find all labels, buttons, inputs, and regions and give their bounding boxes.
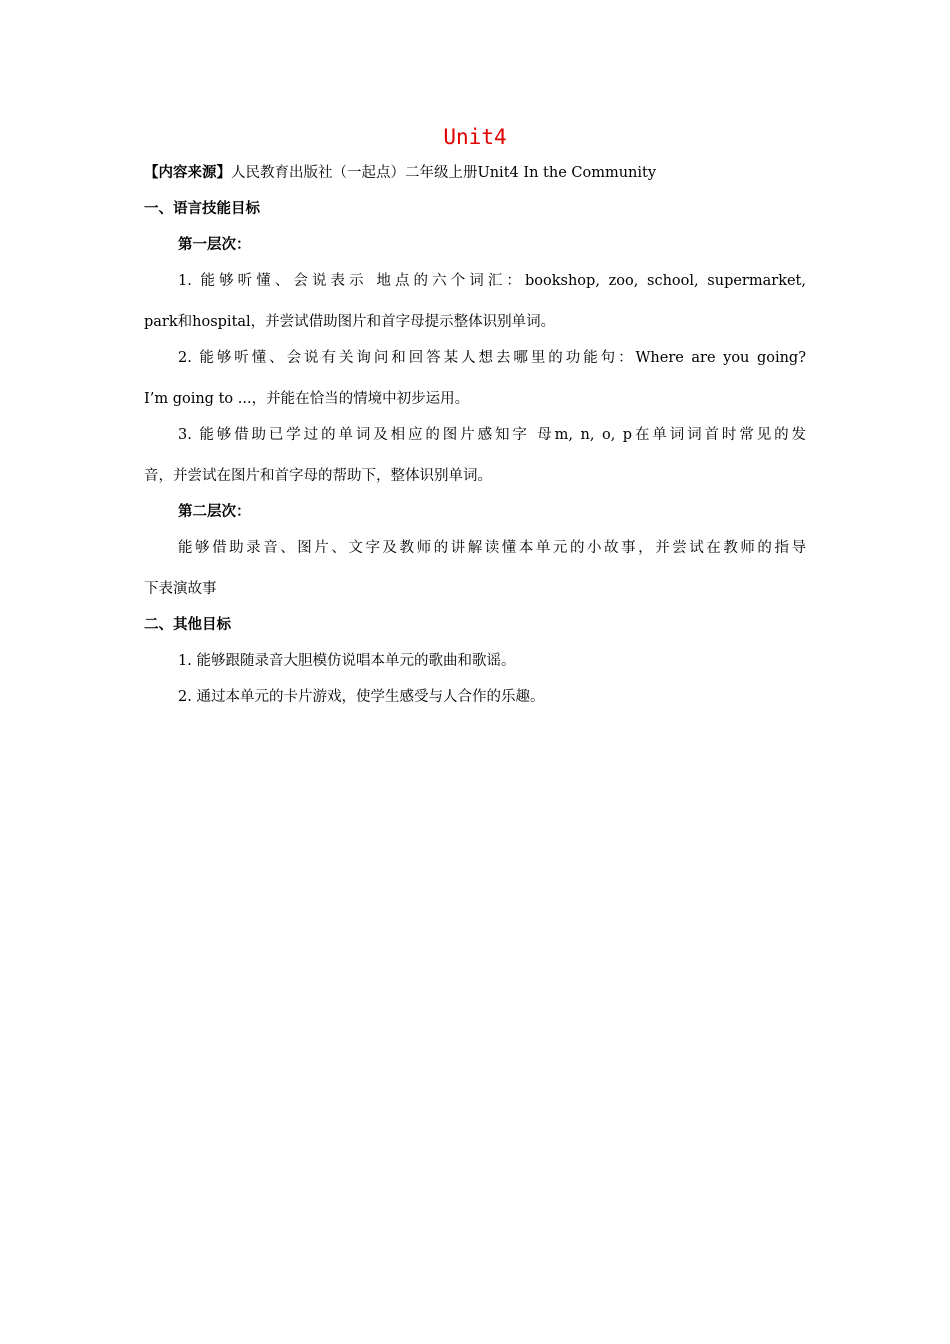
item2-line1: 2. 能够听懂、会说有关询问和回答某人想去哪里的功能句：Where are you going? (178, 350, 806, 366)
section-heading-other-goals: 二、其他目标 (144, 617, 231, 633)
document-title: Unit4 (443, 125, 507, 149)
source-label: 【内容来源】 (144, 165, 231, 181)
other-item1: 1. 能够跟随录音大胆模仿说唱本单元的歌曲和歌谣。 (178, 653, 516, 669)
item1-line1: 1. 能够听懂、会说表示 地点的六个词汇：bookshop, zoo, school, supermarket, (178, 273, 806, 289)
level2-line1: 能够借助录音、图片、文字及教师的讲解读懂本单元的小故事，并尝试在教师的指导 (178, 540, 806, 556)
item1-line2: park和hospital，并尝试借助图片和首字母提示整体识别单词。 (144, 314, 556, 330)
item2-line2: I’m going to ...，并能在恰当的情境中初步运用。 (144, 391, 470, 407)
level-heading-first: 第一层次： (178, 237, 251, 253)
other-item2: 2. 通过本单元的卡片游戏，使学生感受与人合作的乐趣。 (178, 689, 545, 705)
level-heading-second: 第二层次： (178, 504, 251, 520)
item3-line2: 音，并尝试在图片和首字母的帮助下，整体识别单词。 (144, 468, 492, 484)
source-text: 人民教育出版社（一起点）二年级上册Unit4 In the Community (231, 165, 657, 181)
section-heading-language-skills: 一、语言技能目标 (144, 201, 260, 217)
source-line (144, 162, 806, 184)
level2-line2: 下表演故事 (144, 581, 217, 597)
item3-line1: 3. 能够借助已学过的单词及相应的图片感知字 母m, n, o, p在单词词首时常见的发 (178, 427, 806, 443)
